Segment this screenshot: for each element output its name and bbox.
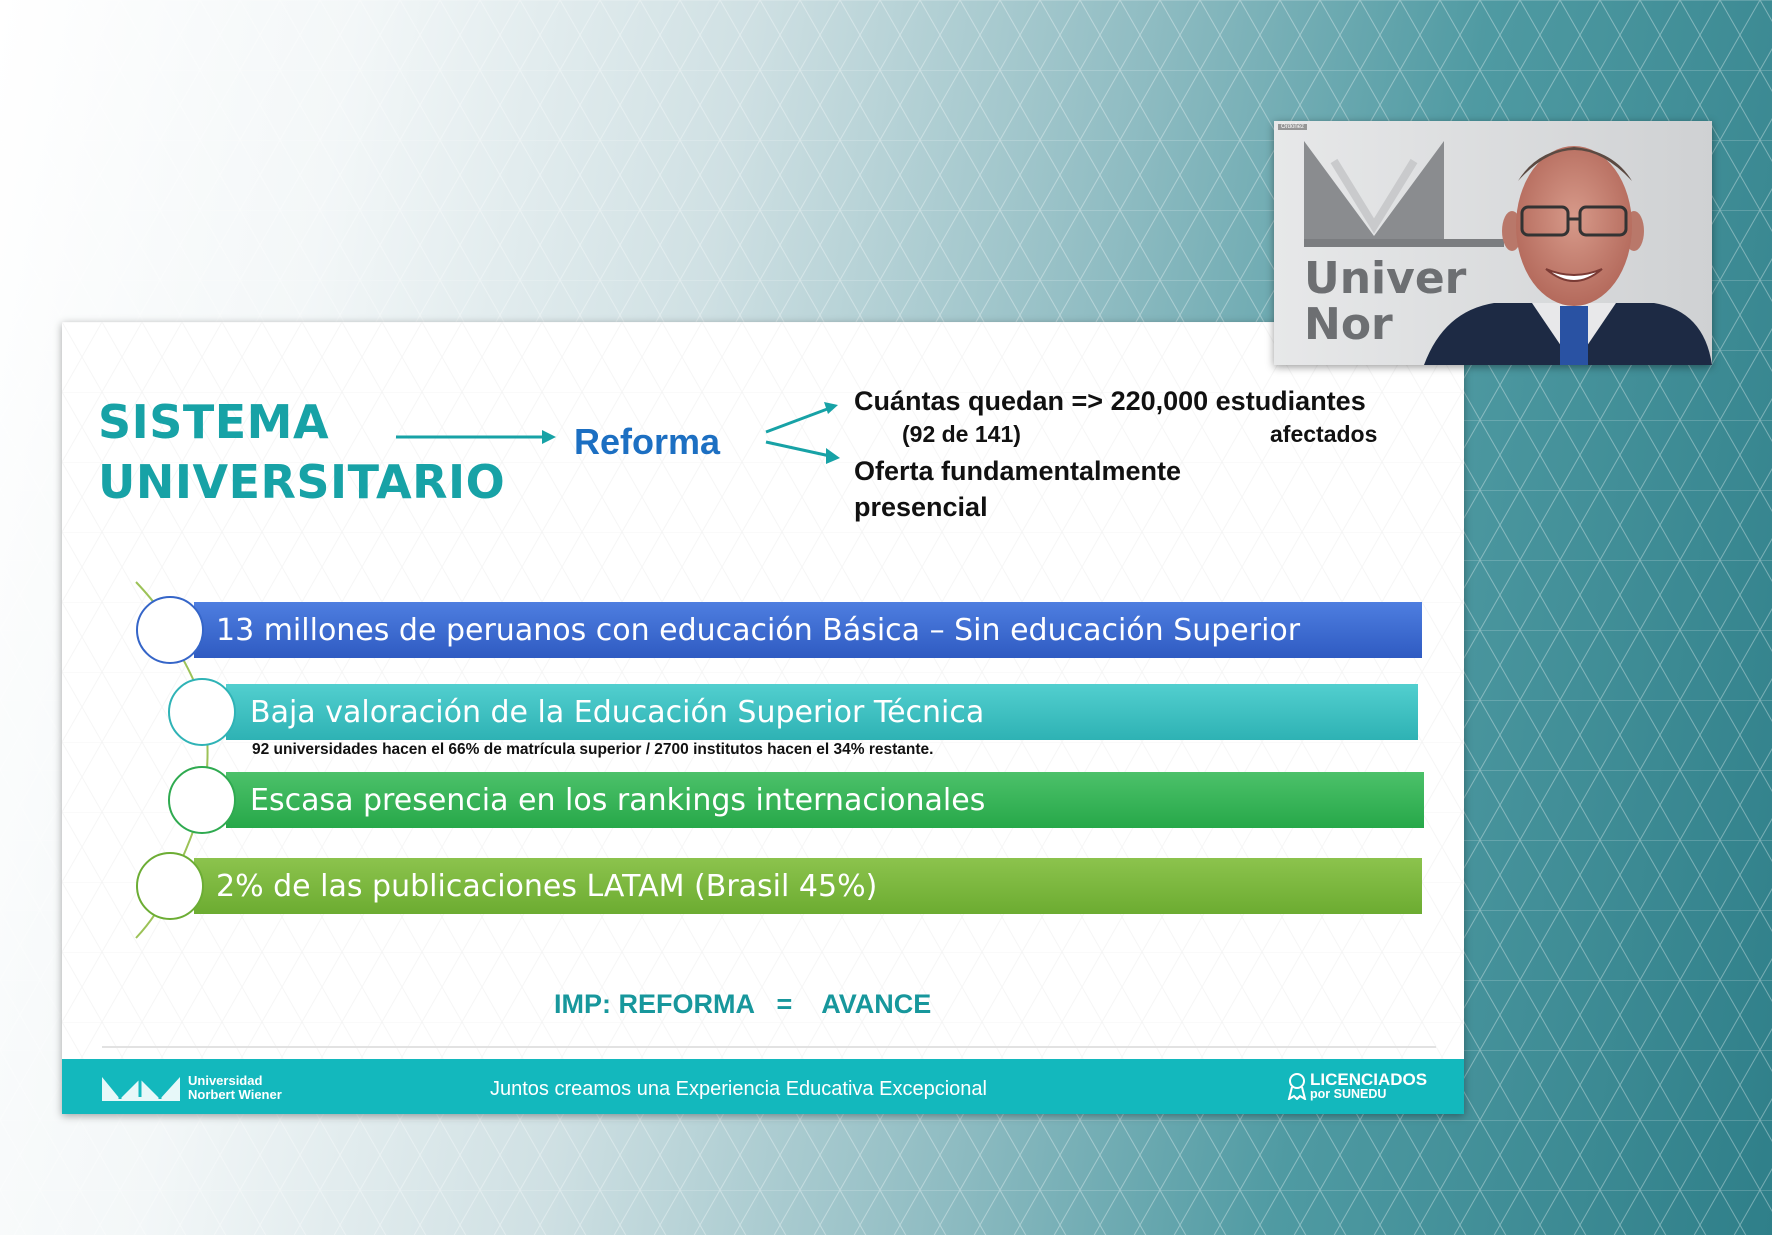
title-line-2: UNIVERSITARIO xyxy=(98,455,506,509)
presentation-slide xyxy=(62,322,1464,1114)
branch-arrow-up-icon xyxy=(766,402,838,432)
reforma-label: Reforma xyxy=(574,421,721,462)
impact-line-1: Cuántas quedan => 220,000 estudiantes xyxy=(854,386,1366,416)
timeline-node-3 xyxy=(168,766,236,834)
impact-line-3: Oferta fundamentalmente xyxy=(854,456,1182,486)
ribbon-badge-icon xyxy=(1286,1072,1308,1100)
bar-item-4 xyxy=(194,858,1422,914)
timeline-node-2 xyxy=(168,678,236,746)
timeline-node-4 xyxy=(136,852,204,920)
webcam-logo-line-2: Nor xyxy=(1304,299,1393,350)
bar-item-4-text: 2% de las publicaciones LATAM (Brasil 45%) xyxy=(216,868,878,904)
enrollment-note: 92 universidades hacen el 66% de matrícula superior / 2700 institutos hacen el 34% restante. xyxy=(252,741,934,758)
footer-divider xyxy=(102,1046,1436,1048)
bar-item-2 xyxy=(226,684,1418,740)
footer-university-line-2: Norbert Wiener xyxy=(188,1087,282,1102)
arrow-right-icon xyxy=(396,426,556,448)
bar-item-1-text: 13 millones de peruanos con educación Básica – Sin educación Superior xyxy=(216,612,1301,648)
participant-name-label: Ordoñez xyxy=(1278,124,1307,130)
bar-item-2-text: Baja valoración de la Educación Superior Técnica xyxy=(250,694,985,730)
footer-slogan: Juntos creamos una Experiencia Educativa Excepcional xyxy=(490,1078,987,1100)
footer-university-name xyxy=(188,1074,282,1102)
slide-title xyxy=(98,392,505,512)
title-line-1: SISTEMA xyxy=(98,395,330,449)
licensing-badge xyxy=(1310,1072,1427,1102)
slide-footer xyxy=(62,1059,1464,1114)
footer-university-line-1: Universidad xyxy=(188,1073,263,1088)
impact-line-2a: (92 de 141) xyxy=(902,421,1021,447)
licensing-title: LICENCIADOS xyxy=(1310,1070,1428,1089)
bar-item-3-text: Escasa presencia en los rankings internacionales xyxy=(250,782,986,818)
timeline-node-1 xyxy=(136,596,204,664)
branch-arrow-down-icon xyxy=(766,442,840,464)
impact-line-2b: afectados xyxy=(1270,421,1378,447)
bar-item-3 xyxy=(226,772,1424,828)
webcam-logo-line-1: Univer xyxy=(1304,253,1467,304)
licensing-subtitle: por SUNEDU xyxy=(1310,1087,1387,1101)
bar-item-1 xyxy=(194,602,1422,658)
university-book-logo-icon xyxy=(100,1073,182,1103)
webcam-tile[interactable] xyxy=(1274,121,1712,365)
equation-text: IMP: REFORMA = AVANCE xyxy=(554,989,932,1019)
branch-arrows-icon xyxy=(762,400,842,470)
impact-line-4: presencial xyxy=(854,492,988,522)
webcam-background-logo-text xyxy=(1304,253,1467,350)
